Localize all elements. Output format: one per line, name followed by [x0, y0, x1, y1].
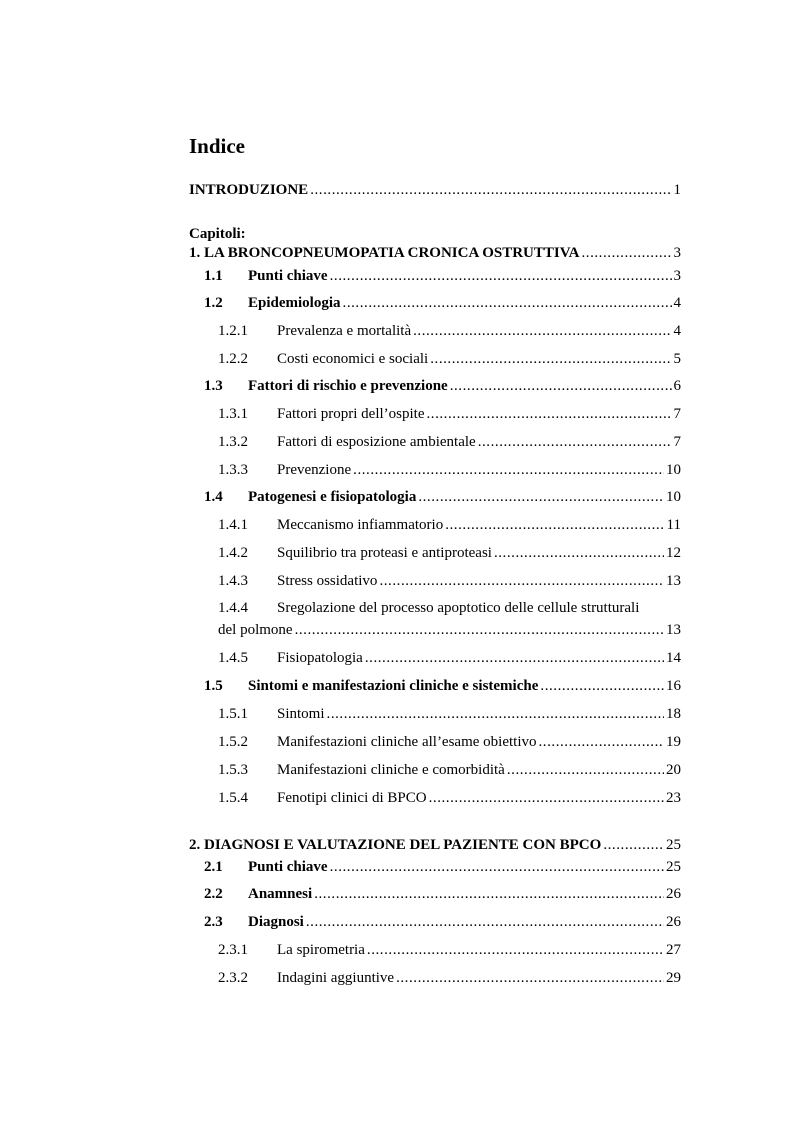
dot-leader — [327, 704, 664, 724]
toc-entry-title: Sintomi — [277, 706, 325, 722]
toc-section-number: 1.5.4 — [218, 790, 248, 806]
toc-section-number: 2.2 — [204, 886, 223, 902]
toc-page-number: 10 — [666, 489, 681, 505]
toc-entry-title: Costi economici e sociali — [277, 351, 429, 367]
toc-page-number: 11 — [666, 517, 681, 533]
toc-entry-1-5-1[interactable] — [218, 704, 681, 724]
toc-entry-title: Diagnosi — [248, 914, 304, 930]
toc-page-number: 7 — [673, 434, 681, 450]
dot-leader — [494, 543, 664, 563]
toc-page-number: 26 — [666, 914, 681, 930]
toc-section-number: 2.3 — [204, 914, 223, 930]
toc-entry-1-4-5[interactable] — [218, 648, 681, 668]
dot-leader — [295, 620, 664, 640]
dot-leader — [365, 648, 664, 668]
dot-leader — [367, 940, 664, 960]
dot-leader — [507, 760, 664, 780]
dot-leader — [314, 884, 664, 904]
dot-leader — [306, 912, 664, 932]
toc-page-number: 13 — [666, 622, 681, 638]
dot-leader — [353, 460, 664, 480]
toc-entry-title: Stress ossidativo — [277, 573, 378, 589]
toc-entry-chapter-2[interactable] — [189, 835, 681, 855]
toc-page-number: 20 — [666, 762, 681, 778]
dot-leader — [540, 676, 664, 696]
toc-entry-1-2[interactable] — [204, 293, 681, 313]
dot-leader — [429, 788, 664, 808]
toc-page-number: 14 — [666, 650, 681, 666]
toc-entry-1-3-2[interactable] — [218, 432, 681, 452]
dot-leader — [450, 376, 672, 396]
toc-entry-title: Manifestazioni cliniche e comorbidità — [277, 762, 505, 778]
dot-leader — [396, 968, 664, 988]
toc-section-number: 1.4.2 — [218, 545, 248, 561]
toc-entry-1-4-4-continuation[interactable] — [218, 620, 681, 640]
toc-page-number: 23 — [666, 790, 681, 806]
toc-section-number: 1.5 — [204, 678, 223, 694]
toc-page-number: 25 — [666, 859, 681, 875]
toc-page-number: 3 — [673, 245, 681, 261]
toc-entry-2-3-2[interactable] — [218, 968, 681, 988]
toc-entry-title-continuation: del polmone — [218, 622, 293, 638]
capitoli-label: Capitoli: — [189, 226, 246, 242]
toc-entry-title: Prevenzione — [277, 462, 352, 478]
dot-leader — [430, 349, 671, 369]
dot-leader — [418, 487, 664, 507]
toc-page-number: 25 — [666, 837, 681, 853]
toc-entry-title: Sregolazione del processo apoptotico delle cellule strutturali — [277, 600, 640, 616]
toc-entry-1-4[interactable] — [204, 487, 681, 507]
toc-section-number: 1.3 — [204, 378, 223, 394]
toc-entry-1-5-3[interactable] — [218, 760, 681, 780]
toc-page-number: 6 — [673, 378, 681, 394]
toc-entry-1-3-1[interactable] — [218, 404, 681, 424]
toc-page-number: 3 — [673, 268, 681, 284]
toc-entry-1-2-2[interactable] — [218, 349, 681, 369]
toc-entry-2-2[interactable] — [204, 884, 681, 904]
toc-section-number: 2.3.2 — [218, 970, 248, 986]
toc-page-number: 26 — [666, 886, 681, 902]
toc-entry-1-4-3[interactable] — [218, 571, 681, 591]
toc-entry-title: Fisiopatologia — [277, 650, 363, 666]
toc-section-number: 1.1 — [204, 268, 223, 284]
toc-entry-1-3-3[interactable] — [218, 460, 681, 480]
toc-entry-2-3-1[interactable] — [218, 940, 681, 960]
toc-entry-1-5[interactable] — [204, 676, 681, 696]
toc-page-number: 4 — [673, 323, 681, 339]
toc-section-number: 1.3.3 — [218, 462, 248, 478]
toc-entry-1-5-4[interactable] — [218, 788, 681, 808]
toc-entry-1-4-1[interactable] — [218, 515, 681, 535]
toc-entry-title: Meccanismo infiammatorio — [277, 517, 444, 533]
toc-entry-title: Indagini aggiuntive — [277, 970, 395, 986]
dot-leader — [539, 732, 665, 752]
dot-leader — [379, 571, 664, 591]
toc-entry-title: Sintomi e manifestazioni cliniche e sistemiche — [248, 678, 539, 694]
toc-entry-1-2-1[interactable] — [218, 321, 681, 341]
toc-entry-title: Fattori di rischio e prevenzione — [248, 378, 448, 394]
toc-page-number: 13 — [666, 573, 681, 589]
toc-page-number: 29 — [666, 970, 681, 986]
toc-entry-1-4-2[interactable] — [218, 543, 681, 563]
page-title: Indice — [189, 134, 246, 158]
toc-entry-title: Prevalenza e mortalità — [277, 323, 412, 339]
toc-entry-title: Manifestazioni cliniche all’esame obiettivo — [277, 734, 537, 750]
toc-page-number: 7 — [673, 406, 681, 422]
dot-leader — [343, 293, 672, 313]
dot-leader — [581, 243, 671, 263]
toc-section-number: 1.2 — [204, 295, 223, 311]
toc-entry-title: Anamnesi — [248, 886, 313, 902]
toc-entry-title: Punti chiave — [248, 268, 328, 284]
toc-section-number: 1.4.3 — [218, 573, 248, 589]
toc-section-number: 1.5.3 — [218, 762, 248, 778]
toc-section-number: 1.2.2 — [218, 351, 248, 367]
toc-section-number: 1.3.2 — [218, 434, 248, 450]
toc-entry-title: 2. DIAGNOSI E VALUTAZIONE DEL PAZIENTE CON BPCO — [189, 837, 602, 853]
toc-entry-title: La spirometria — [277, 942, 365, 958]
toc-page-number: 1 — [673, 182, 681, 198]
toc-page-number: 18 — [666, 706, 681, 722]
dot-leader — [330, 857, 664, 877]
toc-entry-1-5-2[interactable] — [218, 732, 681, 752]
toc-section-number: 1.4.4 — [218, 600, 248, 616]
toc-section-number: 1.5.1 — [218, 706, 248, 722]
toc-entry-title: 1. LA BRONCOPNEUMOPATIA CRONICA OSTRUTTIVA — [189, 245, 580, 261]
dot-leader — [603, 835, 664, 855]
toc-section-number: 1.3.1 — [218, 406, 248, 422]
toc-page-number: 27 — [666, 942, 681, 958]
toc-entry-title: Patogenesi e fisiopatologia — [248, 489, 417, 505]
toc-entry-2-1[interactable] — [204, 857, 681, 877]
toc-section-number: 1.2.1 — [218, 323, 248, 339]
toc-entry-1-1[interactable] — [204, 266, 681, 286]
toc-entry-title: Fattori propri dell’ospite — [277, 406, 425, 422]
toc-section-number: 2.3.1 — [218, 942, 248, 958]
toc-section-number: 1.4 — [204, 489, 223, 505]
toc-entry-title: Squilibrio tra proteasi e antiproteasi — [277, 545, 492, 561]
dot-leader — [330, 266, 672, 286]
dot-leader — [426, 404, 671, 424]
toc-entry-chapter-1[interactable] — [189, 243, 681, 263]
toc-entry-title: INTRODUZIONE — [189, 182, 309, 198]
dot-leader — [413, 321, 671, 341]
toc-page-number: 5 — [673, 351, 681, 367]
toc-page-number: 16 — [666, 678, 681, 694]
toc-section-number: 1.5.2 — [218, 734, 248, 750]
toc-entry-title: Fattori di esposizione ambientale — [277, 434, 476, 450]
dot-leader — [445, 515, 664, 535]
toc-entry-title: Punti chiave — [248, 859, 328, 875]
toc-entry-introduzione[interactable] — [189, 180, 681, 200]
toc-entry-title: Epidemiologia — [248, 295, 341, 311]
toc-entry-title: Fenotipi clinici di BPCO — [277, 790, 427, 806]
toc-page-number: 10 — [666, 462, 681, 478]
toc-entry-1-4-4[interactable] — [218, 598, 639, 618]
dot-leader — [478, 432, 672, 452]
toc-entry-2-3[interactable] — [204, 912, 681, 932]
toc-page-number: 4 — [673, 295, 681, 311]
toc-section-number: 1.4.1 — [218, 517, 248, 533]
toc-section-number: 1.4.5 — [218, 650, 248, 666]
toc-section-number: 2.1 — [204, 859, 223, 875]
toc-page-number: 19 — [666, 734, 681, 750]
toc-entry-1-3[interactable] — [204, 376, 681, 396]
toc-page-number: 12 — [666, 545, 681, 561]
dot-leader — [310, 180, 671, 200]
